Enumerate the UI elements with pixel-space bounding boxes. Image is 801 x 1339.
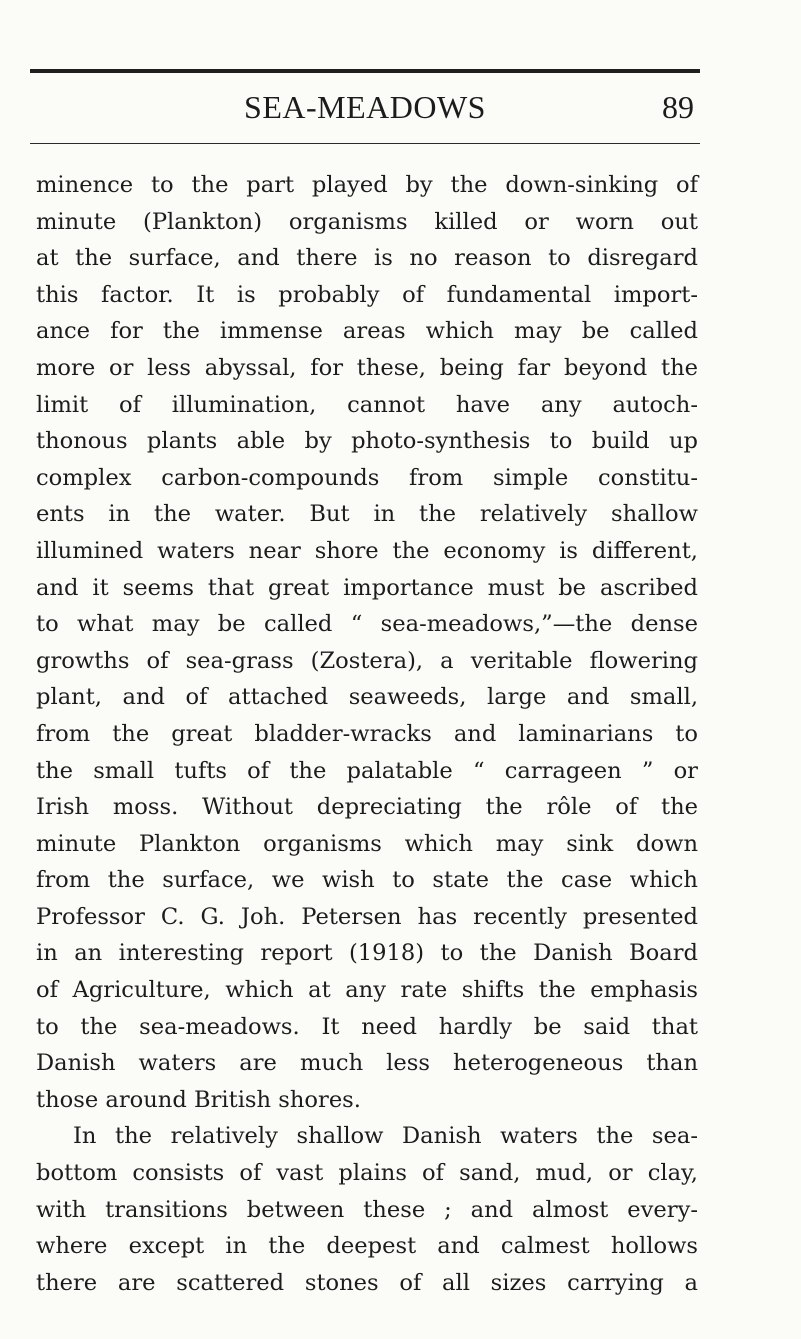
text-line: minute (Plankton) organisms killed or worn out xyxy=(36,208,698,235)
text-line: illumined waters near shore the economy is different, xyxy=(36,537,698,564)
text-line: Danish waters are much less heterogeneous than xyxy=(36,1050,698,1077)
text-line: of Agriculture, which at any rate shifts the emphasis xyxy=(36,977,698,1004)
body-text xyxy=(36,167,698,1301)
text-line: ents in the water. But in the relatively shallow xyxy=(36,501,698,528)
page-header xyxy=(30,88,700,126)
text-line: in an interesting report (1918) to the Danish Board xyxy=(36,940,698,967)
header-rule xyxy=(30,143,700,144)
text-line: the small tufts of the palatable “ carrageen ” or xyxy=(36,757,698,784)
text-line: and it seems that great importance must be ascribed xyxy=(36,574,698,601)
text-line: there are scattered stones of all sizes carrying a xyxy=(36,1269,698,1296)
top-rule xyxy=(30,69,700,73)
text-line: this factor. It is probably of fundamental import- xyxy=(36,281,698,308)
text-line: limit of illumination, cannot have any autoch- xyxy=(36,391,698,418)
text-line: with transitions between these ; and almost every- xyxy=(36,1196,698,1223)
text-line: thonous plants able by photo-synthesis to build up xyxy=(36,428,698,455)
text-line: Irish moss. Without depreciating the rôle of the xyxy=(36,794,698,821)
text-line: Professor C. G. Joh. Petersen has recently presented xyxy=(36,903,698,930)
text-line: to what may be called “ sea-meadows,”—the dense xyxy=(36,611,698,638)
text-line: to the sea-meadows. It need hardly be said that xyxy=(36,1013,698,1040)
text-line: ance for the immense areas which may be called xyxy=(36,318,698,345)
paragraph-end-line: those around British shores. xyxy=(36,1086,361,1113)
text-line: at the surface, and there is no reason to disregard xyxy=(36,245,698,272)
text-line: bottom consists of vast plains of sand, mud, or clay, xyxy=(36,1160,698,1187)
text-line: more or less abyssal, for these, being far beyond the xyxy=(36,354,698,381)
running-head: SEA-MEADOWS xyxy=(244,89,486,125)
text-line: where except in the deepest and calmest hollows xyxy=(36,1233,698,1260)
text-line: from the great bladder-wracks and laminarians to xyxy=(36,720,698,747)
text-line: minute Plankton organisms which may sink down xyxy=(36,830,698,857)
text-line: minence to the part played by the down-sinking of xyxy=(36,172,698,198)
paragraph-start-line: In the relatively shallow Danish waters the sea- xyxy=(73,1123,698,1150)
text-line: complex carbon-compounds from simple constitu- xyxy=(36,464,698,491)
text-line: from the surface, we wish to state the case which xyxy=(36,867,698,894)
text-line: plant, and of attached seaweeds, large and small, xyxy=(36,684,698,711)
text-line: growths of sea-grass (Zostera), a veritable flowering xyxy=(36,647,698,674)
page-number: 89 xyxy=(662,89,694,125)
